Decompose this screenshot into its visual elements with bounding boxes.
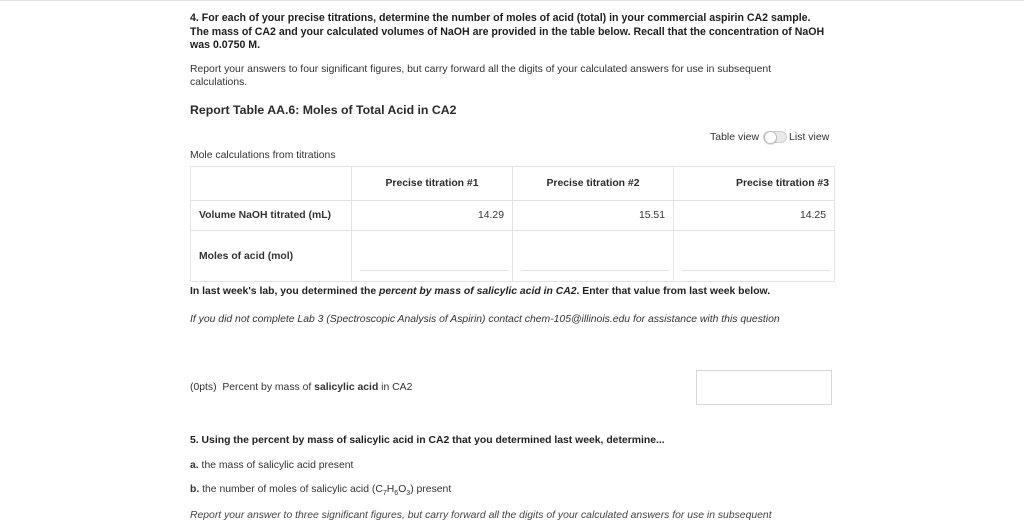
question-5-part-b [190,484,451,497]
formula-element: O [398,484,407,495]
column-header: Precise titration #1 [352,167,513,201]
question-4-text: 4. For each of your precise titrations, determine the number of moles of acid (total) in your commercial aspirin CA2 sample. The mass of CA2 and your calculated volumes of NaOH are provided in the table below. Recall that the concentration of NaOH was 0.0750 M. [190,12,825,51]
question-5-report-note: Report your answer to three significant figures, but carry forward all the digits of your calculated answers for use in subsequent [190,510,772,521]
row-label: Moles of acid (mol) [191,231,352,282]
instruction-emphasis: percent by mass of salicylic acid in CA2 [378,286,577,297]
moles-input-2[interactable] [521,254,669,271]
part-b-text: the number of moles of salicylic acid (C [199,484,383,495]
label-bold: salicylic acid [314,382,379,393]
moles-input-1[interactable] [360,254,508,271]
volume-cell: 14.25 [674,201,835,231]
percent-by-mass-input[interactable] [696,370,832,405]
toggle-knob [764,131,777,144]
table-row [191,201,835,231]
part-b-suffix: ) present [410,484,452,495]
part-letter: b. [190,484,200,495]
moles-input-3[interactable] [682,254,830,271]
part-letter: a. [190,460,199,471]
question-5-part-a [190,460,353,471]
formula-sub: 7 [382,490,387,498]
list-view-label[interactable]: List view [789,131,830,143]
instruction-suffix: . Enter that value from last week below. [576,286,771,297]
table-header-row [191,167,835,201]
empty-header-cell [191,167,352,201]
moles-cell [674,231,835,282]
formula-sub: 3 [406,490,411,498]
top-divider [0,0,1024,1]
formula-sub: 6 [394,490,399,498]
label-suffix: in CA2 [378,382,413,393]
table-view-label[interactable]: Table view [710,131,760,143]
moles-cell [513,231,674,282]
volume-cell: 15.51 [513,201,674,231]
column-header: Precise titration #2 [513,167,674,201]
label-prefix: Percent by mass of [222,382,315,393]
instruction-prefix: In last week's lab, you determined the [190,286,379,297]
table-row [191,231,835,282]
percent-field-label [190,382,412,393]
volume-cell: 14.29 [352,201,513,231]
view-toggle-switch[interactable] [763,131,787,143]
view-toggle[interactable] [710,131,829,143]
moles-cell [352,231,513,282]
report-table-title: Report Table AA.6: Moles of Total Acid in CA2 [190,103,457,117]
row-label: Volume NaOH titrated (mL) [191,201,352,231]
mole-calculations-table [190,166,835,282]
significant-figures-note: Report your answers to four significant figures, but carry forward all the digits of your calculated answers for use in subsequent calculations. [190,64,772,88]
question-5-text: 5. Using the percent by mass of salicylic acid in CA2 that you determined last week, determine... [190,435,665,446]
points-label: (0pts) [190,382,217,393]
help-note: If you did not complete Lab 3 (Spectroscopic Analysis of Aspirin) contact chem-105@illinois.edu for assistance with this question [190,314,780,325]
column-header: Precise titration #3 [674,167,835,201]
formula-element: H [386,484,395,495]
table-caption: Mole calculations from titrations [190,150,336,161]
part-a-text: the mass of salicylic acid present [198,460,354,471]
last-week-instruction [190,286,770,297]
